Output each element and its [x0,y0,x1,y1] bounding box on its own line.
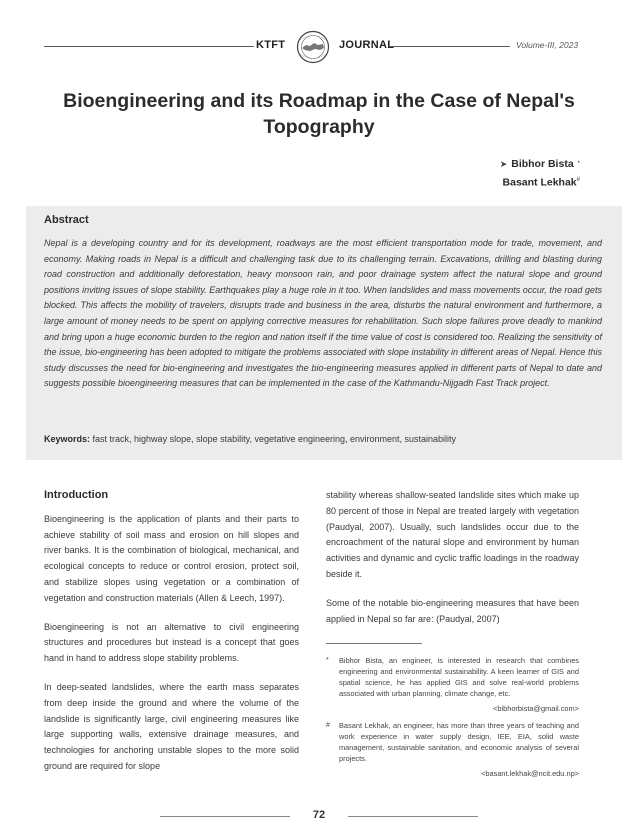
paragraph: Bioengineering is the application of plants and their parts to achieve stability of soil mass and erosion on hill slopes and river banks. It is the combination of biological, mechanical, and ecological concepts to reduce or control erosion, protect soil, and stabilize slopes using vegetation or a combination of vegetation and construction materials (Allen & Leech, 1997). [44,513,299,603]
footnote-email: <bibhorbista@gmail.com> [493,704,579,713]
author-1-name: Bibhor Bista [511,158,574,170]
author-2 [500,172,580,191]
section-heading-introduction: Introduction [44,489,109,501]
paragraph: stability whereas shallow-seated landslide sites which make up 80 percent of those in Nepal are treated largely with vegetation (Paudyal, 2007). Usually, such landslides occur due to the encroachment of the natural slope and environment by human activities and dynamic and cyclic traffic loadings in the roadway beside it. [326,490,579,579]
abstract-box [26,206,622,460]
body-column-left [44,488,299,788]
footnote [326,720,579,779]
page-footer [0,808,638,826]
footer-rule-left [160,816,290,817]
author-1-mark: * [577,161,580,167]
keywords-line [44,434,604,444]
journal-header [0,30,638,64]
footnote-email: <basant.lekhak@ncit.edu.np> [481,769,579,778]
footnote-text: Basant Lekhak, an engineer, has more than three years of teaching and work experience in water supply design, IEE, EIA, solid waste management, sustainable sanitation, and economic analysis of several projects. [339,721,579,763]
footnotes [326,655,579,785]
keywords-label: Keywords: [44,434,91,444]
footnote-divider [326,643,422,644]
author-2-name: Basant Lekhak [502,176,577,189]
footnote-mark: # [326,722,330,729]
volume-label: Volume-III, 2023 [516,40,579,50]
author-pointer-icon: ➤ [499,159,508,169]
author-2-mark: # [576,177,580,183]
paragraph: Bioengineering is not an alternative to civil engineering structures and procedures but instead is a concept that goes hand in hand to address slope stability problems. [44,621,299,664]
journal-name-right: JOURNAL [339,39,395,51]
body-column-right [326,488,579,640]
header-rule-right [390,46,510,47]
footnote [326,655,579,714]
keywords-text: fast track, highway slope, slope stability, vegetative engineering, environment, sustainability [92,434,457,444]
footnote-mark: * [326,657,329,664]
page-number: 72 [312,809,326,821]
journal-name-left: KTFT [256,39,286,51]
abstract-body: Nepal is a developing country and for its development, roadways are the most efficient transportation mode for trade, movement, and economy. Making roads in Nepal is a difficult and challenging task due to its challenging terrain. Excavations, drilling and blasting during road construction and additionally deforestation, heavy monsoon rain, and poor drainage system affect the natural slope and ground positions inviting issues of slope stability. Earthquakes play a huge role in it too. When landslides and mass movements occur, the road gets blocked. This affects the mobility of travelers, disrupts trade and business in the area, disturbs the natural environment and furthermore, a large amount of money needs to be spent on applying corrective measures for rehabilitation. Such slope failures prove deadly to mankind and bring upon a huge economic burden to the region and nation itself if the time value of cost is considered too. Realizing the sensitivity of the issue, bio-engineering has been adopted to mitigate the problems associated with slope instability in different areas of Nepal. Hence this study discusses the need for bio-engineering and investigates the bio-engineering measures applied in different parts of Nepal to date and suggests possible bioengineering measures that can be implemented in the case of the Kathmandu-Nijgadh Fast Track project. [44,238,602,389]
footer-rule-right [348,816,478,817]
abstract-heading: Abstract [44,214,89,226]
paragraph: In deep-seated landslides, where the earth mass separates from deep inside the ground and where the volume of the landslide is significantly large, civil engineering measures like large supporting walls, extensive drainage measures, and technologies for anchoring unstable slopes to the more solid ground are required for slope [44,681,299,771]
header-rule-left [44,46,254,47]
journal-seal-logo [290,30,336,64]
footnote-text: Bibhor Bista, an engineer, is interested in research that combines engineering and environmental sustainability. A keen learner of GIS and spatial science, he has applied GIS and solve real-world problems associated with urban planning, climate change, etc. [339,656,579,698]
paragraph: Some of the notable bio-engineering measures that have been applied in Nepal so far are: (Paudyal, 2007) [326,597,579,624]
author-1 [500,156,580,172]
paper-title: Bioengineering and its Roadmap in the Case of Nepal's Topography [63,90,575,138]
author-list [500,156,580,191]
